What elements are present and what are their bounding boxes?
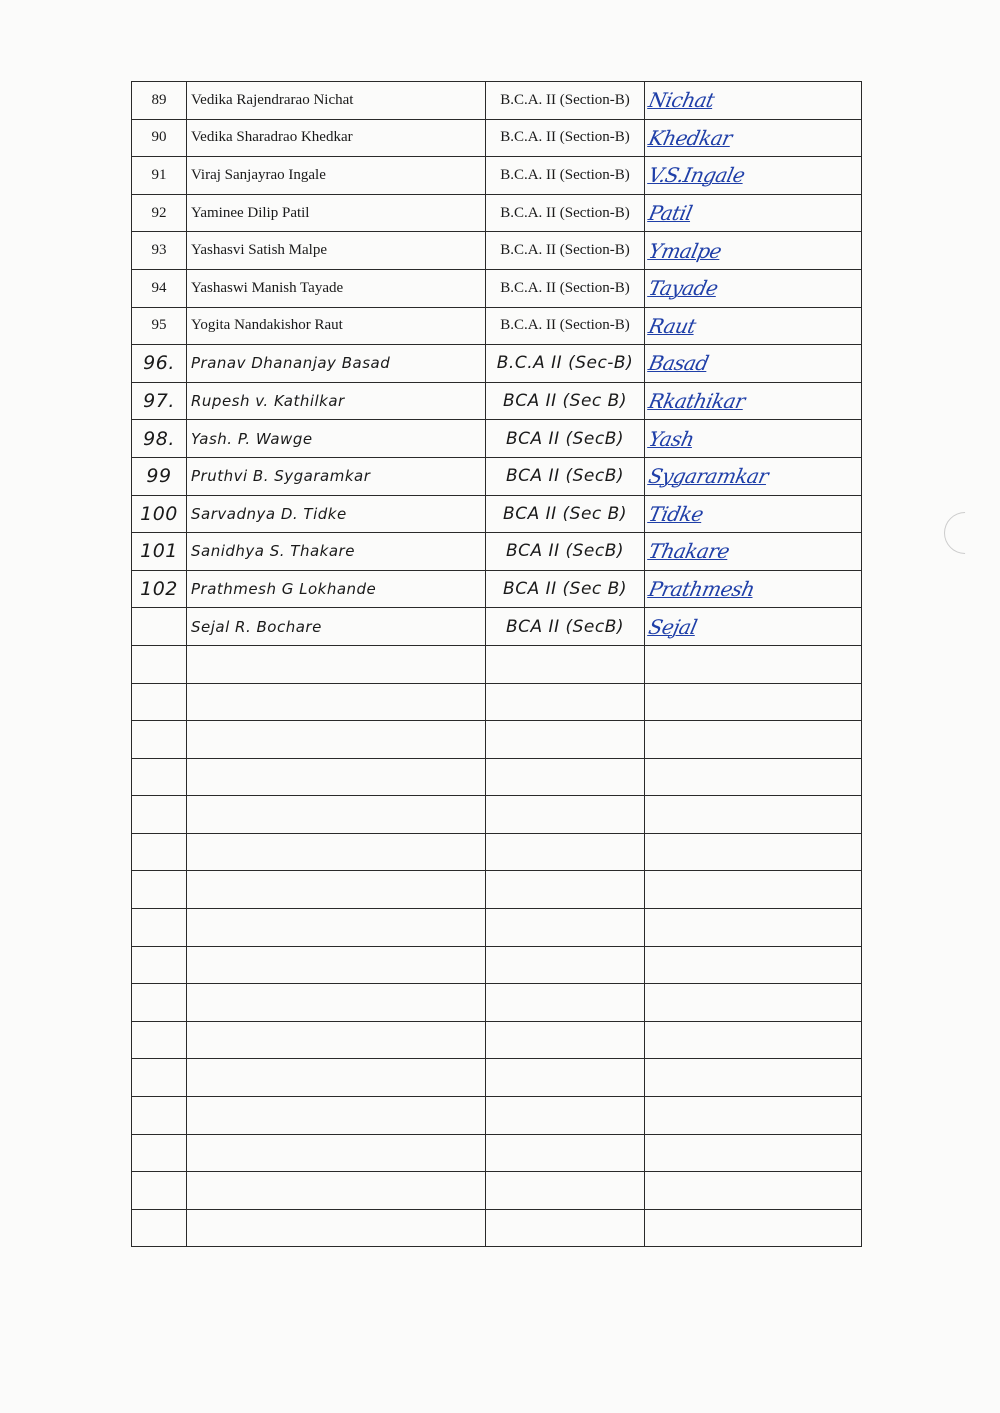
table-row: [132, 269, 862, 307]
empty-cell: [486, 796, 645, 834]
handwritten-signature: Sygaramkar: [646, 464, 771, 489]
signature-cell: [645, 269, 862, 307]
signature-cell: [645, 194, 862, 232]
empty-cell: [645, 758, 862, 796]
table-row: [132, 194, 862, 232]
handwritten-signature: Basad: [646, 351, 711, 376]
scan-hole-mark: [935, 503, 994, 562]
empty-row: [132, 909, 862, 947]
empty-cell: [645, 1097, 862, 1135]
empty-cell: [645, 871, 862, 909]
empty-cell: [132, 909, 187, 947]
student-name: Yash. P. Wawge: [187, 420, 486, 458]
handwritten-signature: Nichat: [646, 88, 717, 113]
class-section: BCA II (SecB): [486, 533, 645, 571]
empty-cell: [486, 833, 645, 871]
empty-cell: [486, 758, 645, 796]
empty-cell: [645, 721, 862, 759]
empty-cell: [486, 1021, 645, 1059]
empty-row: [132, 1172, 862, 1210]
class-section: B.C.A. II (Section-B): [486, 232, 645, 270]
signature-cell: [645, 232, 862, 270]
empty-cell: [132, 1209, 187, 1247]
empty-cell: [486, 909, 645, 947]
empty-row: [132, 1134, 862, 1172]
empty-cell: [187, 683, 486, 721]
handwritten-signature: Sejal: [646, 614, 700, 639]
empty-cell: [486, 645, 645, 683]
empty-cell: [645, 683, 862, 721]
serial-number: 96.: [132, 345, 187, 383]
table-row: [132, 382, 862, 420]
table-row: [132, 608, 862, 646]
empty-cell: [645, 984, 862, 1022]
empty-cell: [132, 946, 187, 984]
empty-row: [132, 645, 862, 683]
empty-cell: [132, 1021, 187, 1059]
class-section: B.C.A. II (Section-B): [486, 157, 645, 195]
table-row: [132, 232, 862, 270]
empty-cell: [486, 1059, 645, 1097]
empty-cell: [187, 1059, 486, 1097]
serial-number: 97.: [132, 382, 187, 420]
student-name: Yogita Nandakishor Raut: [187, 307, 486, 345]
student-name: Sanidhya S. Thakare: [187, 533, 486, 571]
empty-cell: [645, 1059, 862, 1097]
empty-row: [132, 683, 862, 721]
class-section: BCA II (SecB): [486, 608, 645, 646]
empty-row: [132, 1209, 862, 1247]
empty-cell: [132, 683, 187, 721]
signature-cell: [645, 420, 862, 458]
empty-cell: [132, 1097, 187, 1135]
handwritten-signature: Ymalpe: [646, 238, 724, 263]
empty-cell: [132, 1059, 187, 1097]
signature-cell: [645, 119, 862, 157]
student-name: Viraj Sanjayrao Ingale: [187, 157, 486, 195]
empty-cell: [187, 796, 486, 834]
empty-row: [132, 871, 862, 909]
empty-cell: [187, 758, 486, 796]
class-section: B.C.A. II (Section-B): [486, 307, 645, 345]
empty-cell: [187, 871, 486, 909]
class-section: B.C.A. II (Section-B): [486, 82, 645, 120]
signature-cell: [645, 495, 862, 533]
table-row: [132, 457, 862, 495]
serial-number: [132, 608, 187, 646]
empty-row: [132, 833, 862, 871]
empty-cell: [645, 946, 862, 984]
empty-cell: [486, 721, 645, 759]
handwritten-signature: Patil: [646, 201, 695, 226]
signature-cell: [645, 157, 862, 195]
serial-number: 100: [132, 495, 187, 533]
handwritten-signature: Prathmesh: [646, 577, 757, 602]
handwritten-signature: V.S.Ingale: [646, 163, 747, 188]
class-section: BCA II (Sec B): [486, 495, 645, 533]
class-section: B.C.A II (Sec-B): [486, 345, 645, 383]
empty-row: [132, 946, 862, 984]
empty-cell: [132, 721, 187, 759]
signature-cell: [645, 533, 862, 571]
empty-cell: [486, 1134, 645, 1172]
empty-cell: [132, 1172, 187, 1210]
class-section: B.C.A. II (Section-B): [486, 119, 645, 157]
table-row: [132, 307, 862, 345]
empty-cell: [187, 645, 486, 683]
empty-cell: [187, 1172, 486, 1210]
empty-cell: [132, 645, 187, 683]
serial-number: 98.: [132, 420, 187, 458]
empty-cell: [187, 909, 486, 947]
table-row: [132, 119, 862, 157]
handwritten-signature: Raut: [646, 313, 698, 338]
table-row: [132, 157, 862, 195]
handwritten-signature: Thakare: [646, 539, 732, 564]
signature-cell: [645, 457, 862, 495]
empty-cell: [132, 758, 187, 796]
empty-cell: [645, 796, 862, 834]
empty-cell: [132, 871, 187, 909]
signature-cell: [645, 307, 862, 345]
empty-cell: [645, 909, 862, 947]
empty-cell: [187, 833, 486, 871]
empty-cell: [645, 1134, 862, 1172]
serial-number: 101: [132, 533, 187, 571]
empty-cell: [132, 833, 187, 871]
empty-cell: [187, 946, 486, 984]
empty-row: [132, 1021, 862, 1059]
serial-number: 91: [132, 157, 187, 195]
serial-number: 94: [132, 269, 187, 307]
table-row: [132, 570, 862, 608]
student-register-table: [131, 81, 862, 1247]
empty-row: [132, 1097, 862, 1135]
handwritten-signature: Khedkar: [646, 125, 735, 150]
handwritten-signature: Tayade: [646, 276, 721, 301]
signature-cell: [645, 345, 862, 383]
class-section: BCA II (SecB): [486, 420, 645, 458]
student-name: Yaminee Dilip Patil: [187, 194, 486, 232]
empty-cell: [486, 1097, 645, 1135]
empty-cell: [486, 984, 645, 1022]
empty-cell: [645, 1021, 862, 1059]
student-name: Pranav Dhananjay Basad: [187, 345, 486, 383]
empty-cell: [645, 1209, 862, 1247]
empty-cell: [187, 1209, 486, 1247]
serial-number: 92: [132, 194, 187, 232]
student-name: Prathmesh G Lokhande: [187, 570, 486, 608]
student-name: Vedika Rajendrarao Nichat: [187, 82, 486, 120]
serial-number: 95: [132, 307, 187, 345]
class-section: B.C.A. II (Section-B): [486, 269, 645, 307]
table-row: [132, 495, 862, 533]
student-name: Sarvadnya D. Tidke: [187, 495, 486, 533]
empty-row: [132, 721, 862, 759]
handwritten-signature: Tidke: [646, 501, 706, 526]
empty-cell: [187, 1134, 486, 1172]
empty-cell: [486, 1172, 645, 1210]
student-name: Sejal R. Bochare: [187, 608, 486, 646]
table-row: [132, 420, 862, 458]
empty-cell: [187, 1021, 486, 1059]
class-section: BCA II (Sec B): [486, 382, 645, 420]
empty-cell: [132, 984, 187, 1022]
serial-number: 102: [132, 570, 187, 608]
empty-row: [132, 796, 862, 834]
empty-cell: [486, 1209, 645, 1247]
empty-cell: [486, 871, 645, 909]
empty-cell: [187, 1097, 486, 1135]
empty-row: [132, 984, 862, 1022]
signature-cell: [645, 82, 862, 120]
signature-cell: [645, 608, 862, 646]
table-row: [132, 533, 862, 571]
student-name: Yashaswi Manish Tayade: [187, 269, 486, 307]
empty-cell: [187, 984, 486, 1022]
empty-cell: [645, 1172, 862, 1210]
serial-number: 90: [132, 119, 187, 157]
handwritten-signature: Yash: [646, 426, 697, 451]
empty-row: [132, 1059, 862, 1097]
empty-cell: [486, 683, 645, 721]
student-name: Pruthvi B. Sygaramkar: [187, 457, 486, 495]
handwritten-signature: Rkathikar: [646, 389, 748, 414]
class-section: B.C.A. II (Section-B): [486, 194, 645, 232]
signature-cell: [645, 570, 862, 608]
empty-cell: [132, 796, 187, 834]
student-name: Yashasvi Satish Malpe: [187, 232, 486, 270]
student-name: Vedika Sharadrao Khedkar: [187, 119, 486, 157]
register-body: [132, 82, 862, 1247]
serial-number: 89: [132, 82, 187, 120]
class-section: BCA II (SecB): [486, 457, 645, 495]
empty-cell: [187, 721, 486, 759]
signature-cell: [645, 382, 862, 420]
serial-number: 99: [132, 457, 187, 495]
student-name: Rupesh v. Kathilkar: [187, 382, 486, 420]
empty-cell: [645, 645, 862, 683]
empty-cell: [486, 946, 645, 984]
empty-cell: [645, 833, 862, 871]
table-row: [132, 82, 862, 120]
empty-row: [132, 758, 862, 796]
empty-cell: [132, 1134, 187, 1172]
class-section: BCA II (Sec B): [486, 570, 645, 608]
table-row: [132, 345, 862, 383]
serial-number: 93: [132, 232, 187, 270]
